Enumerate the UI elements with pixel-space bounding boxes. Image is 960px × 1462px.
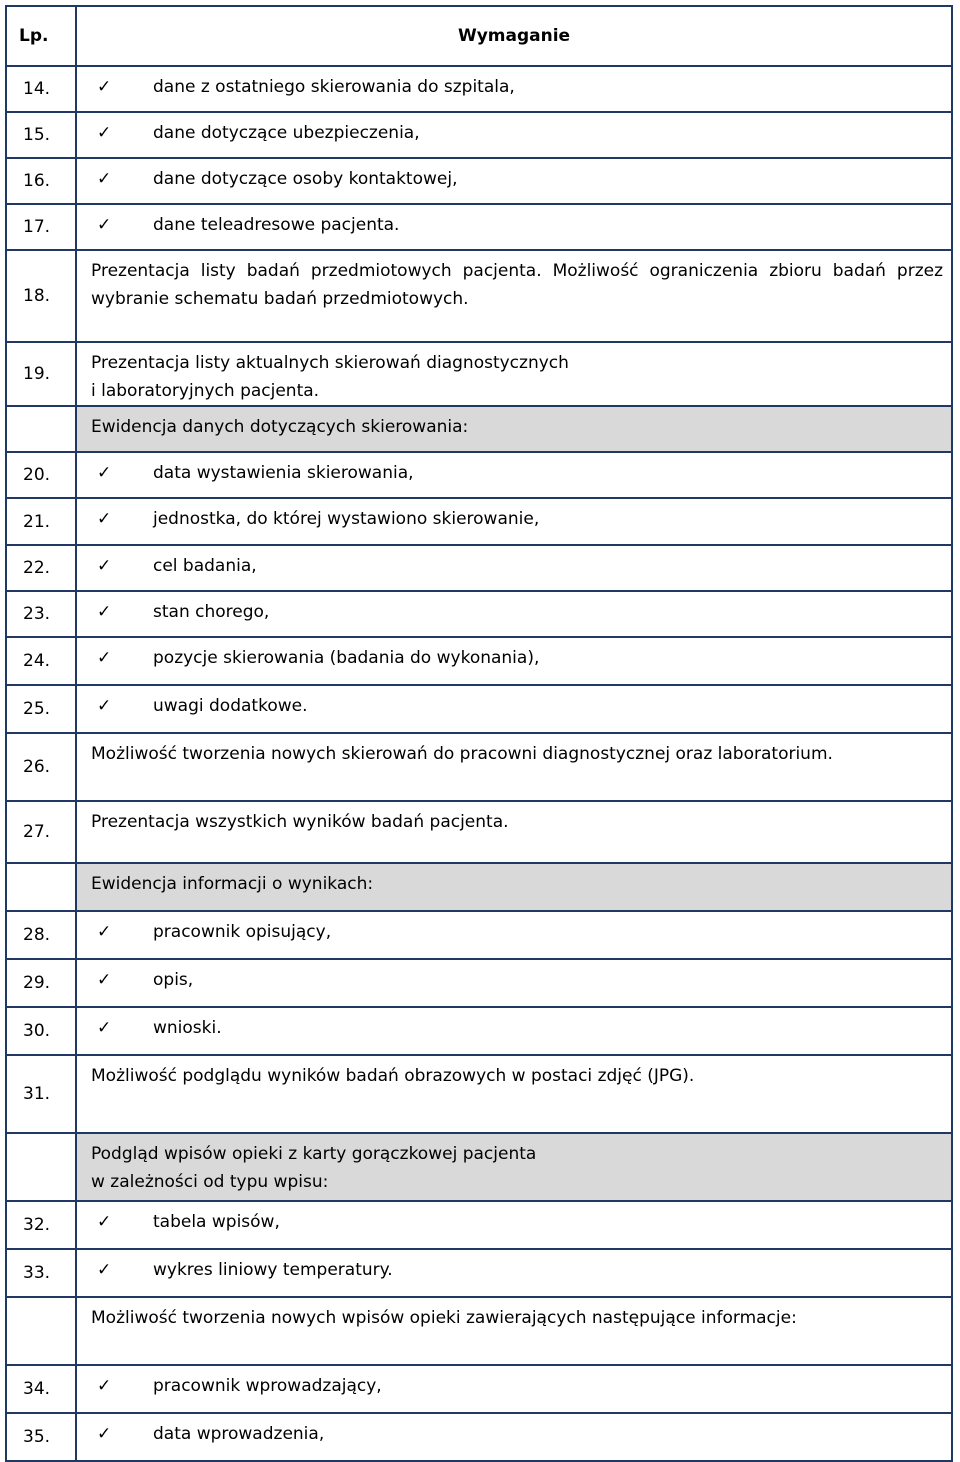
checkmark-icon: ✓ xyxy=(97,1018,112,1038)
requirement-text: Prezentacja listy badań przedmiotowych pacjenta. Możliwość ograniczenia zbioru badań przez wybranie schematu badań przedmiotowych. xyxy=(91,261,943,309)
requirement-cell xyxy=(76,1249,952,1297)
row-number-text: 16. xyxy=(23,171,51,191)
requirement-cell xyxy=(76,545,952,591)
table-row xyxy=(6,1133,952,1201)
requirement-cell xyxy=(76,911,952,959)
table-row xyxy=(6,66,952,112)
requirement-text: Możliwość podglądu wyników badań obrazowych w postaci zdjęć (JPG). xyxy=(91,1066,695,1086)
row-number-text: 24. xyxy=(23,651,51,671)
row-number xyxy=(6,158,76,204)
row-number xyxy=(6,452,76,498)
requirement-cell xyxy=(76,959,952,1007)
row-number-text: 15. xyxy=(23,125,51,145)
checkmark-icon: ✓ xyxy=(97,602,112,622)
requirement-cell xyxy=(76,733,952,801)
table-row xyxy=(6,112,952,158)
requirement-text: pozycje skierowania (badania do wykonania), xyxy=(153,648,540,668)
checkmark-icon: ✓ xyxy=(97,463,112,483)
requirement-text: dane dotyczące osoby kontaktowej, xyxy=(153,169,458,189)
requirement-cell xyxy=(76,204,952,250)
row-number xyxy=(6,959,76,1007)
requirement-cell xyxy=(76,1297,952,1365)
requirement-cell xyxy=(76,250,952,342)
requirement-cell xyxy=(76,452,952,498)
row-number-text: 31. xyxy=(23,1084,51,1104)
table-row xyxy=(6,204,952,250)
requirement-cell xyxy=(76,158,952,204)
row-number-text: 28. xyxy=(23,925,51,945)
requirement-text: Możliwość tworzenia nowych skierowań do pracowni diagnostycznej oraz laboratorium. xyxy=(91,744,833,764)
requirement-text: stan chorego, xyxy=(153,602,270,622)
requirement-text: Podgląd wpisów opieki z karty gorączkowej pacjenta xyxy=(91,1144,537,1164)
header-requirement: Wymaganie xyxy=(76,6,952,66)
row-number xyxy=(6,1133,76,1201)
table-row xyxy=(6,1297,952,1365)
checkmark-icon: ✓ xyxy=(97,696,112,716)
requirement-cell xyxy=(76,1007,952,1055)
checkmark-icon: ✓ xyxy=(97,509,112,529)
requirement-cell xyxy=(76,498,952,545)
requirement-text: dane teleadresowe pacjenta. xyxy=(153,215,400,235)
requirement-cell xyxy=(76,801,952,863)
table-row xyxy=(6,733,952,801)
row-number-text: 18. xyxy=(23,286,51,306)
table-row xyxy=(6,406,952,452)
row-number-text: 25. xyxy=(23,699,51,719)
requirement-text: Możliwość tworzenia nowych wpisów opieki zawierających następujące informacje: xyxy=(91,1308,797,1328)
requirement-cell xyxy=(76,863,952,911)
row-number xyxy=(6,591,76,637)
checkmark-icon: ✓ xyxy=(97,1424,112,1444)
row-number xyxy=(6,406,76,452)
table-row xyxy=(6,545,952,591)
row-number-text: 19. xyxy=(23,364,51,384)
requirement-text: opis, xyxy=(153,970,194,990)
checkmark-icon: ✓ xyxy=(97,970,112,990)
requirement-text-line2: w zależności od typu wpisu: xyxy=(91,1172,329,1192)
table-row xyxy=(6,591,952,637)
row-number xyxy=(6,1413,76,1461)
row-number xyxy=(6,1007,76,1055)
row-number-text: 17. xyxy=(23,217,51,237)
row-number xyxy=(6,637,76,685)
table-row xyxy=(6,959,952,1007)
row-number-text: 29. xyxy=(23,973,51,993)
row-number-text: 33. xyxy=(23,1263,51,1283)
table-row xyxy=(6,158,952,204)
checkmark-icon: ✓ xyxy=(97,556,112,576)
requirement-text-line2: i laboratoryjnych pacjenta. xyxy=(91,381,320,401)
row-number xyxy=(6,342,76,406)
checkmark-icon: ✓ xyxy=(97,1260,112,1280)
row-number xyxy=(6,112,76,158)
table-row xyxy=(6,1201,952,1249)
row-number xyxy=(6,801,76,863)
row-number xyxy=(6,685,76,733)
row-number-text: 26. xyxy=(23,757,51,777)
row-number xyxy=(6,863,76,911)
requirement-text: Prezentacja wszystkich wyników badań pacjenta. xyxy=(91,812,509,832)
requirement-text: Ewidencja informacji o wynikach: xyxy=(91,874,374,894)
row-number xyxy=(6,1365,76,1413)
row-number-text: 30. xyxy=(23,1021,51,1041)
row-number-text: 23. xyxy=(23,604,51,624)
row-number xyxy=(6,1201,76,1249)
row-number-text: 32. xyxy=(23,1215,51,1235)
row-number-text: 21. xyxy=(23,511,51,532)
requirement-cell xyxy=(76,685,952,733)
requirement-cell xyxy=(76,637,952,685)
row-number xyxy=(6,250,76,342)
table-row xyxy=(6,1007,952,1055)
requirement-text: wnioski. xyxy=(153,1018,222,1038)
table-row xyxy=(6,250,952,342)
row-number xyxy=(6,1249,76,1297)
table-row xyxy=(6,801,952,863)
checkmark-icon: ✓ xyxy=(97,123,112,143)
table-row xyxy=(6,863,952,911)
requirement-cell xyxy=(76,1201,952,1249)
row-number-text: 20. xyxy=(23,465,51,485)
table-row xyxy=(6,1055,952,1133)
row-number-text: 22. xyxy=(23,558,51,578)
row-number-text: 14. xyxy=(23,79,51,99)
row-number-text: 34. xyxy=(23,1379,51,1399)
requirement-cell xyxy=(76,591,952,637)
table-row xyxy=(6,637,952,685)
row-number xyxy=(6,911,76,959)
checkmark-icon: ✓ xyxy=(97,648,112,668)
requirement-text: wykres liniowy temperatury. xyxy=(153,1260,393,1280)
checkmark-icon: ✓ xyxy=(97,1376,112,1396)
checkmark-icon: ✓ xyxy=(97,77,112,97)
table-row xyxy=(6,1365,952,1413)
checkmark-icon: ✓ xyxy=(97,922,112,942)
header-lp: Lp. xyxy=(6,6,76,66)
table-row xyxy=(6,1413,952,1461)
row-number xyxy=(6,545,76,591)
requirement-text: uwagi dodatkowe. xyxy=(153,696,308,716)
requirement-text: pracownik wprowadzający, xyxy=(153,1376,382,1396)
table-header-row xyxy=(6,6,952,66)
row-number xyxy=(6,1055,76,1133)
table-row xyxy=(6,911,952,959)
requirement-text: jednostka, do której wystawiono skierowanie, xyxy=(153,509,540,529)
requirements-table xyxy=(5,5,953,1462)
row-number xyxy=(6,66,76,112)
requirement-cell xyxy=(76,1365,952,1413)
requirement-text: data wprowadzenia, xyxy=(153,1424,325,1444)
requirement-cell xyxy=(76,342,952,406)
requirement-cell xyxy=(76,1133,952,1201)
requirement-cell xyxy=(76,1413,952,1461)
requirement-text: data wystawienia skierowania, xyxy=(153,463,414,483)
row-number xyxy=(6,733,76,801)
requirement-cell xyxy=(76,1055,952,1133)
table-row xyxy=(6,1249,952,1297)
requirement-text: pracownik opisujący, xyxy=(153,922,332,942)
requirement-text: cel badania, xyxy=(153,556,257,576)
table-row xyxy=(6,498,952,545)
checkmark-icon: ✓ xyxy=(97,1212,112,1232)
checkmark-icon: ✓ xyxy=(97,215,112,235)
requirement-text: dane dotyczące ubezpieczenia, xyxy=(153,123,420,143)
row-number xyxy=(6,498,76,545)
requirement-text: Prezentacja listy aktualnych skierowań diagnostycznych xyxy=(91,353,569,373)
row-number xyxy=(6,1297,76,1365)
requirement-text: dane z ostatniego skierowania do szpitala, xyxy=(153,77,515,97)
table-row xyxy=(6,452,952,498)
requirement-text: Ewidencja danych dotyczących skierowania: xyxy=(91,417,469,437)
table-row xyxy=(6,342,952,406)
table-row xyxy=(6,685,952,733)
requirement-cell xyxy=(76,66,952,112)
requirement-cell xyxy=(76,112,952,158)
checkmark-icon: ✓ xyxy=(97,169,112,189)
requirement-text: tabela wpisów, xyxy=(153,1212,280,1232)
requirement-cell xyxy=(76,406,952,452)
row-number xyxy=(6,204,76,250)
row-number-text: 35. xyxy=(23,1427,51,1447)
row-number-text: 27. xyxy=(23,822,51,842)
